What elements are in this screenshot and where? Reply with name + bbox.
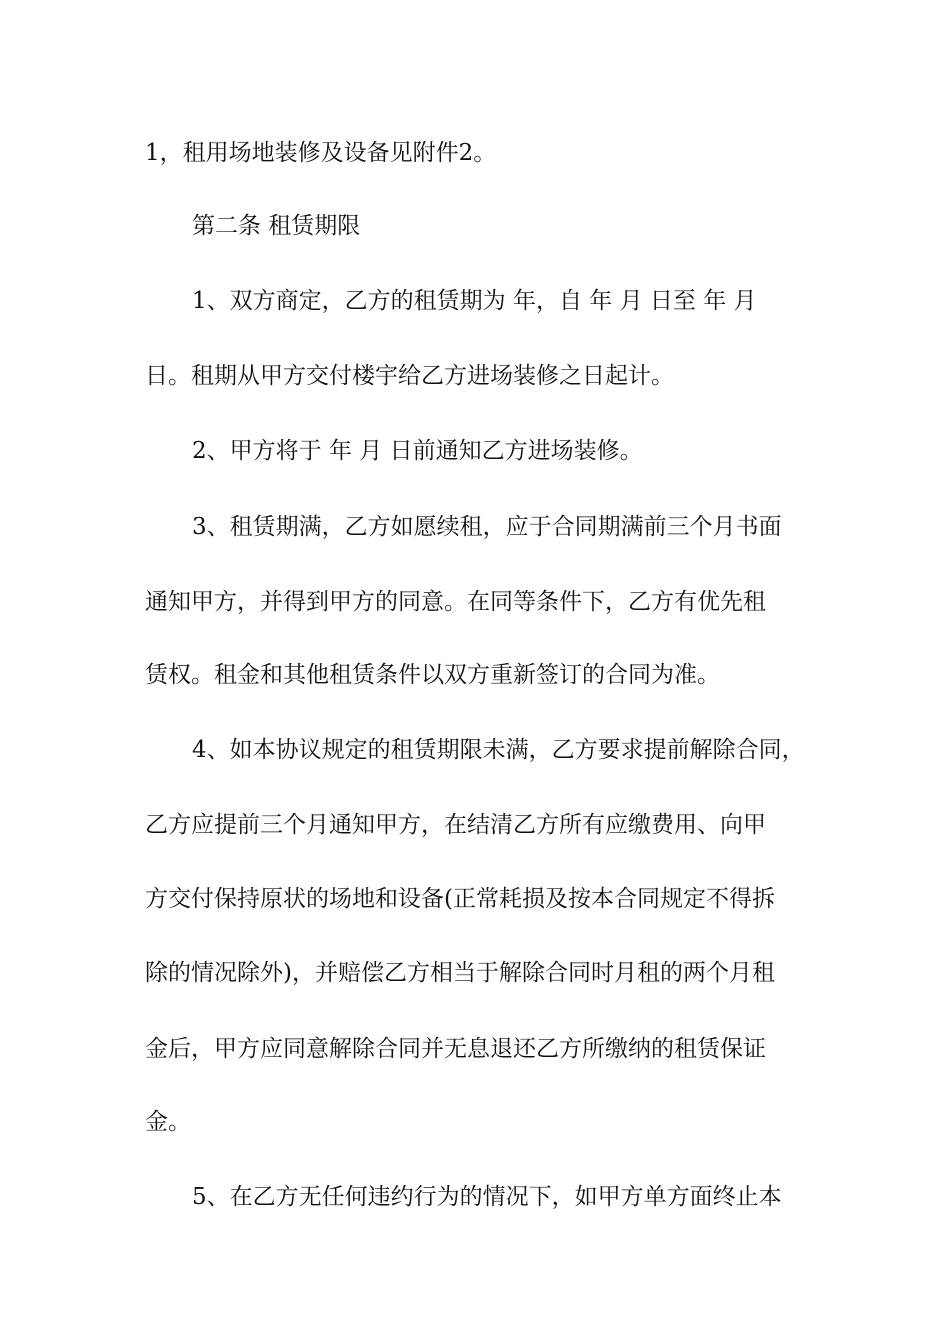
text-line: 5、在乙方无任何违约行为的情况下，如甲方单方面终止本: [192, 1184, 782, 1210]
text-line: 赁权。租金和其他租赁条件以双方重新签订的合同为准。: [145, 662, 720, 688]
text-line: 4、如本协议规定的租赁期限未满，乙方要求提前解除合同，: [192, 737, 805, 763]
text-line: 除的情况除外)，并赔偿乙方相当于解除合同时月租的两个月租: [145, 960, 775, 986]
text-line: 乙方应提前三个月通知甲方，在结清乙方所有应缴费用、向甲: [145, 812, 766, 838]
text-line: 2、甲方将于 年 月 日前通知乙方进场装修。: [192, 438, 643, 464]
text-line: 日。租期从甲方交付楼宇给乙方进场装修之日起计。: [145, 363, 674, 389]
text-line: 1、双方商定，乙方的租赁期为 年，自 年 月 日至 年 月: [192, 288, 757, 314]
text-line: 1，租用场地装修及设备见附件2。: [145, 140, 497, 166]
text-line: 3、租赁期满，乙方如愿续租，应于合同期满前三个月书面: [192, 514, 782, 540]
text-line: 金后，甲方应同意解除合同并无息退还乙方所缴纳的租赁保证: [145, 1036, 766, 1062]
text-line: 通知甲方，并得到甲方的同意。在同等条件下，乙方有优先租: [145, 589, 766, 615]
text-line: 金。: [145, 1109, 191, 1135]
section-heading: 第二条 租赁期限: [192, 213, 361, 239]
text-line: 方交付保持原状的场地和设备(正常耗损及按本合同规定不得拆: [145, 886, 775, 912]
